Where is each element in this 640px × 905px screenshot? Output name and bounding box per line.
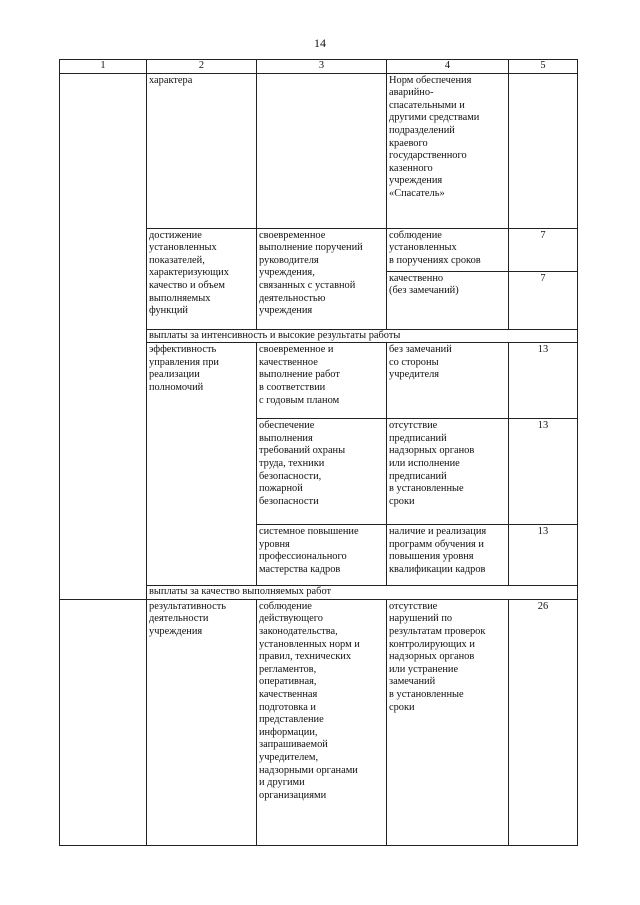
- header-col-4: 4: [387, 60, 509, 74]
- percent-value: 26: [509, 599, 578, 845]
- condition-cell: без замечаний со стороны учредителя: [387, 343, 509, 419]
- header-col-5: 5: [509, 60, 578, 74]
- header-col-1: 1: [60, 60, 147, 74]
- payments-table: [59, 59, 578, 846]
- percent-value: 13: [509, 419, 578, 525]
- percent-value: 13: [509, 343, 578, 419]
- percent-value: 7: [509, 271, 578, 329]
- page-number: 14: [314, 36, 326, 50]
- criterion-cell: достижение установленных показателей, характеризующих качество и объем выполняемых функций: [147, 228, 257, 329]
- header-col-2: 2: [147, 60, 257, 74]
- condition-cell: Норм обеспечения аварийно- спасательными и другими средствами подразделений краевого государственного казенного учреждения «Спасатель»: [387, 73, 509, 228]
- empty-cell: [257, 73, 387, 228]
- condition-cell: отсутствие нарушений по результатам проверок контролирующих и надзорных органов или устранение замечаний в установленные сроки: [387, 599, 509, 845]
- table-row: [60, 599, 578, 845]
- percent-value: 7: [509, 228, 578, 271]
- criterion-cell: эффективность управления при реализации полномочий: [147, 343, 257, 586]
- criterion-cell: результативность деятельности учреждения: [147, 599, 257, 845]
- indicator-cell: своевременное выполнение поручений руководителя учреждения, связанных с уставной деятельностью учреждения: [257, 228, 387, 329]
- indicator-cell: соблюдение действующего законодательства, установленных норм и правил, технических регламентов, оперативная, качественная подготовка и представление информации, запрашиваемой учредителем, надзорными органами и другими организациями: [257, 599, 387, 845]
- header-col-3: 3: [257, 60, 387, 74]
- section-title: выплаты за качество выполняемых работ: [147, 586, 578, 600]
- condition-cell: отсутствие предписаний надзорных органов или исполнение предписаний в установленные сроки: [387, 419, 509, 525]
- percent-value: 13: [509, 525, 578, 586]
- col1-empty-cell: [60, 73, 147, 599]
- condition-cell: качественно (без замечаний): [387, 271, 509, 329]
- empty-cell: [509, 73, 578, 228]
- table-header-row: [60, 60, 578, 74]
- indicator-cell: своевременное и качественное выполнение работ в соответствии с годовым планом: [257, 343, 387, 419]
- col1-empty-cell: [60, 599, 147, 845]
- condition-cell: наличие и реализация программ обучения и повышения уровня квалификации кадров: [387, 525, 509, 586]
- section-title: выплаты за интенсивность и высокие результаты работы: [147, 329, 578, 343]
- criterion-cell: характера: [147, 73, 257, 228]
- indicator-cell: системное повышение уровня профессионального мастерства кадров: [257, 525, 387, 586]
- indicator-cell: обеспечение выполнения требований охраны труда, техники безопасности, пожарной безопасности: [257, 419, 387, 525]
- condition-cell: соблюдение установленных в поручениях сроков: [387, 228, 509, 271]
- table-row: [60, 73, 578, 228]
